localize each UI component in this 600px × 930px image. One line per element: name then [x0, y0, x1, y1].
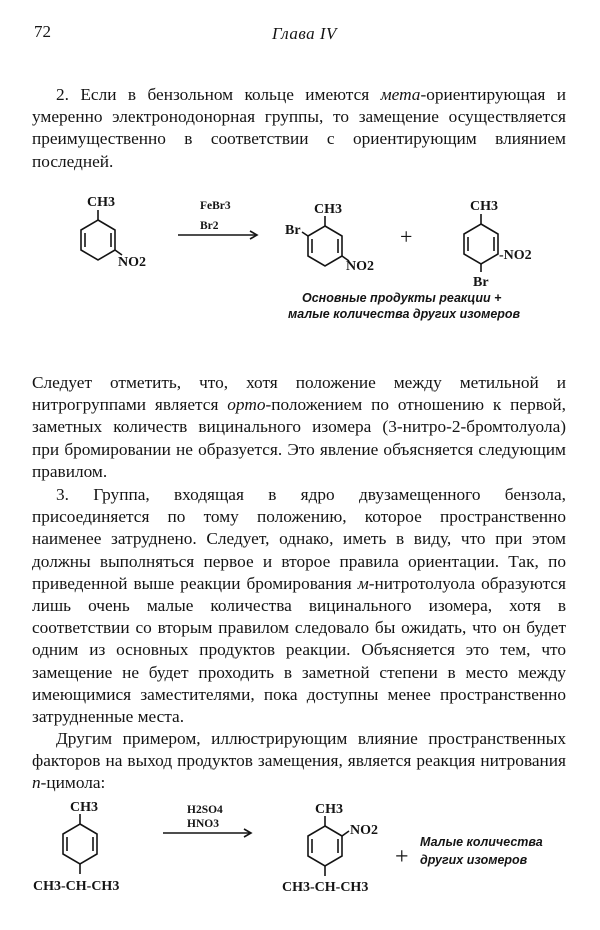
product2-ch3-label: CH3	[470, 199, 498, 214]
reactant-benzene-ring	[81, 220, 115, 260]
reactant-ch3-label: CH3	[87, 195, 115, 210]
reactant-no2-label: NO2	[118, 255, 146, 270]
paragraph-rule-3-text-a: 3. Группа, входящая в ядро двузамещенного бензола, присоединяется по тому положению, которое пространственно наименее затруднено. Следует, однако, иметь в виду, что при этом должны выполняться первое и второе правила ориентации. Так, по приведенной выше реакции бромирования	[32, 485, 566, 593]
product2-benzene-ring	[464, 224, 498, 264]
reagent-h2so4: H2SO4	[187, 804, 223, 816]
paragraph-cymene	[32, 728, 566, 795]
nitrocymene-benzene-ring	[308, 826, 342, 866]
reagent-febr3: FeBr3	[200, 200, 231, 212]
product-no2-label-2: NO2	[350, 823, 378, 838]
product-ch3-label-2: CH3	[315, 802, 343, 817]
product-isopropyl-label: CH3-CH-CH3	[282, 880, 369, 895]
product1-br-label: Br	[285, 223, 301, 238]
product2-br-label: Br	[473, 275, 489, 290]
minor-note-line2: других изомеров	[420, 853, 528, 867]
paragraph-rule-3-text-b: -нитротолуола образуются лишь очень малые количества вицинального изомера, хотя в соответствии со вторым правилом следовало бы ожидать, что он будет одним из основных продуктов реакции. Объясняется это тем, что замещение не будет проходить в заметной степени в место между имеющимися заместителями, пока доступны менее пространственно затрудненные места.	[32, 573, 566, 727]
paragraph-vicinal-text-b: -положением по отношению к первой, заметных количеств вицинального изомера (3-нитро-2-бромтолуола) при бромировании не образуется. Это явление объясняется следующим правилом.	[32, 395, 566, 481]
chapter-title: Глава IV	[272, 24, 337, 43]
products-note-line1: Основные продукты реакции +	[302, 291, 502, 305]
scheme-nitration	[0, 796, 600, 906]
plus-sign-2: +	[395, 844, 409, 870]
paragraph-rule-2-emphasis: мета	[380, 85, 421, 104]
paragraph-rule-3-emphasis: м	[357, 573, 369, 593]
product2-no2-label: -NO2	[499, 248, 532, 263]
paragraph-vicinal-text-a: Следует отметить, что, хотя положение между метильной и нитрогруппами является	[32, 373, 566, 415]
reactant-isopropyl-label: CH3-CH-CH3	[33, 879, 120, 894]
minor-note-line1: Малые количества	[420, 835, 543, 849]
paragraph-rule-2-text-b: -ориентирующая и умеренно электронодонорная группы, то замещение осуществляется преимущественно в соответствии с ориентирующим влиянием последней.	[32, 85, 566, 171]
plus-sign-1: +	[400, 224, 413, 249]
cymene-benzene-ring	[63, 824, 97, 864]
paragraph-cymene-emphasis: п	[32, 773, 41, 793]
paragraph-rule-2-text-a: 2. Если в бензольном кольце имеются	[56, 85, 381, 104]
reagent-br2: Br2	[200, 220, 219, 232]
product1-no2-label: NO2	[346, 259, 374, 274]
reactant-ch3-label-2: CH3	[70, 800, 98, 815]
paragraph-cymene-text-a: Другим примером, иллюстрирующим влияние пространственных факторов на выход продуктов замещения, является реакция нитрования	[32, 729, 566, 771]
paragraph-rule-2	[32, 84, 566, 173]
paragraph-cymene-text-b: -цимола:	[40, 773, 106, 793]
page-number: 72	[34, 22, 51, 41]
product1-ch3-label: CH3	[314, 202, 342, 217]
reagent-hno3: HNO3	[187, 818, 219, 830]
paragraph-rule-3	[32, 484, 566, 728]
products-note-line2: малые количества других изомеров	[288, 307, 521, 321]
scheme-bromination	[0, 188, 600, 328]
paragraph-vicinal	[32, 372, 566, 483]
product1-benzene-ring	[308, 226, 342, 266]
paragraph-vicinal-emphasis: орто	[227, 395, 266, 415]
